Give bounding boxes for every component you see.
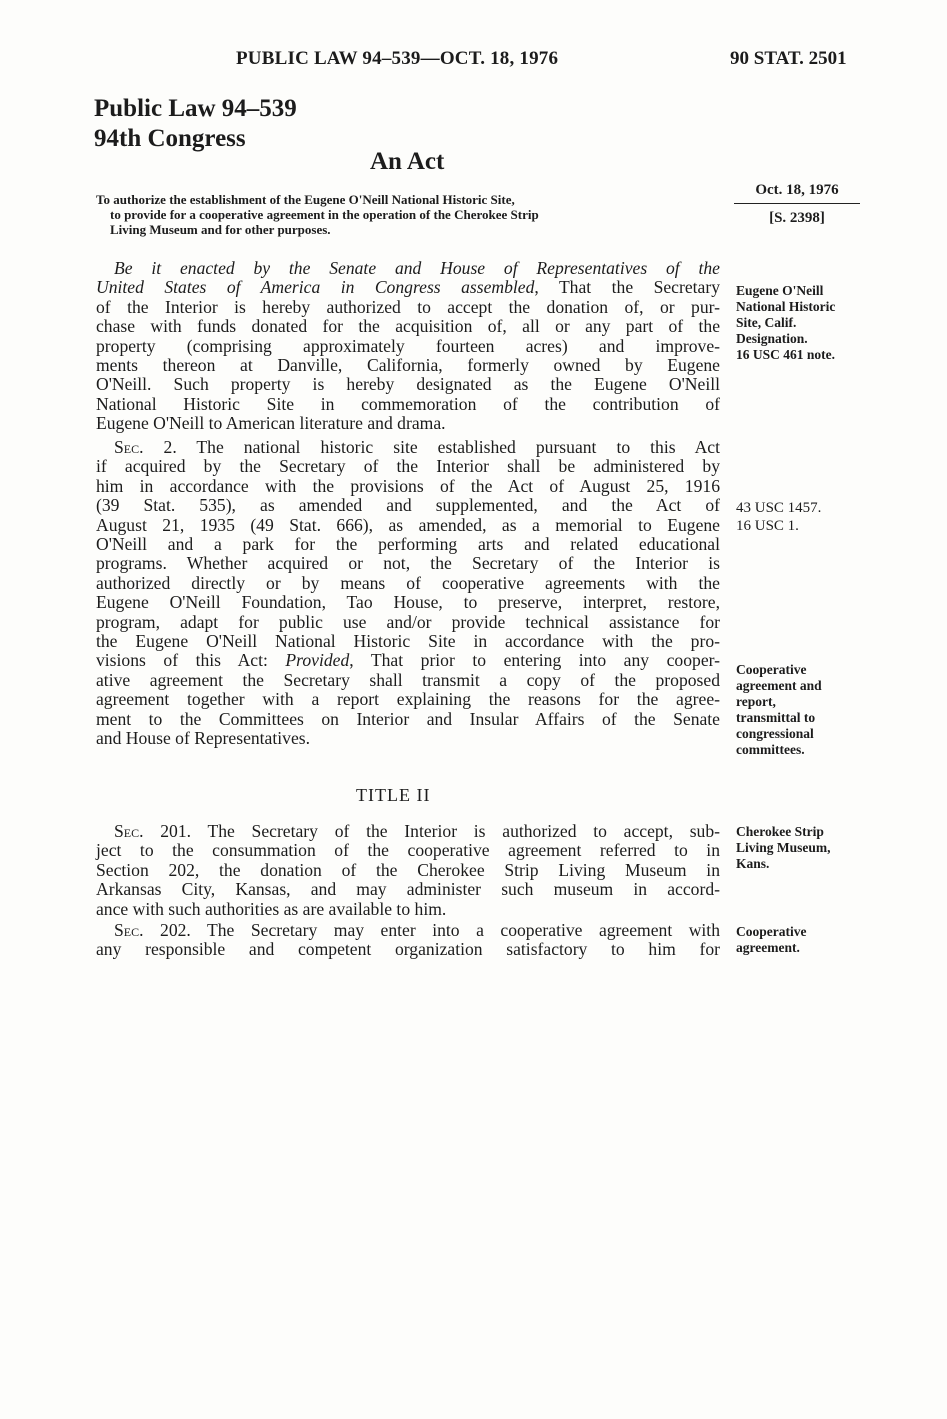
body-line: O'Neill and a park for the performing arts and related educational <box>96 534 720 555</box>
proviso-pre: visions of this Act: <box>96 650 286 671</box>
section-label: Sec. <box>114 821 144 841</box>
body-line: authorized directly or by means of cooperative agreements with the <box>96 572 720 593</box>
body-line: National Historic Site in commemoration of the contribution of <box>96 393 720 414</box>
section-first-text: 201. The Secretary of the Interior is authorized to accept, sub- <box>143 821 720 841</box>
body-line: ative agreement the Secretary shall transmit a copy of the proposed <box>96 669 720 690</box>
enactment-date: Oct. 18, 1976 <box>734 182 860 204</box>
body-line: if acquired by the Secretary of the Interior shall be administered by <box>96 456 720 477</box>
body-line: Section 202, the donation of the Cherokee Strip Living Museum in <box>96 859 720 880</box>
proviso-line <box>96 651 720 670</box>
margin-note-line: report, <box>736 694 776 709</box>
proviso-post: , That prior to entering into any cooper- <box>349 650 720 671</box>
body-line: ject to the consummation of the cooperative agreement referred to in <box>96 840 720 861</box>
running-header-right: 90 STAT. 2501 <box>730 48 847 69</box>
purpose-line: Living Museum and for other purposes. <box>110 222 331 237</box>
running-header-left: PUBLIC LAW 94–539—OCT. 18, 1976 <box>236 48 559 69</box>
margin-note-line: 43 USC 1457. <box>736 500 822 516</box>
margin-note-line: Cherokee Strip <box>736 824 824 839</box>
proviso-italic: Provided <box>285 650 350 671</box>
margin-note-line: Site, Calif. <box>736 315 797 330</box>
body-line: program, adapt for public use and/or provide technical assistance for <box>96 611 720 632</box>
body-line: property (comprising approximately fourteen acres) and improve- <box>96 335 720 356</box>
margin-note-line: National Historic <box>736 299 836 314</box>
title-ii-heading: TITLE II <box>356 785 431 805</box>
body-line: agreement together with a report explaining the reasons for the agree- <box>96 689 720 710</box>
section-first-text: 2. The national historic site established pursuant to this Act <box>143 437 720 457</box>
margin-note-line: transmittal to <box>736 710 816 725</box>
section-first-line <box>96 438 720 457</box>
margin-note-coop-report <box>736 662 936 758</box>
date-block <box>734 182 860 227</box>
act-title: An Act <box>370 148 445 175</box>
margin-note-line: 16 USC 461 note. <box>736 347 836 362</box>
body-line: the Eugene O'Neill National Historic Site in accordance with the pro- <box>96 631 720 652</box>
margin-note-line: congressional <box>736 726 814 741</box>
margin-note-oneill-site <box>736 283 936 363</box>
margin-note-cherokee <box>736 824 936 872</box>
body-line: August 21, 1935 (49 Stat. 666), as amended, as a memorial to Eugene <box>96 514 720 535</box>
margin-note-line: agreement and <box>736 678 822 693</box>
margin-note-coop-agreement <box>736 924 936 956</box>
purpose-line: To authorize the establishment of the Eugene O'Neill National Historic Site, <box>96 192 515 207</box>
section-2 <box>96 438 720 749</box>
margin-note-usc <box>736 499 936 535</box>
body-line: and House of Representatives. <box>96 728 310 749</box>
body-line: ance with such authorities as are available to him. <box>96 898 447 919</box>
body-line: chase with funds donated for the acquisition of, all or any part of the <box>96 316 720 337</box>
purpose-clause <box>96 192 718 237</box>
body-line: Eugene O'Neill to American literature and drama. <box>96 413 446 434</box>
enacting-clause-line: Be it enacted by the Senate and House of Representatives of the <box>114 258 720 278</box>
margin-note-line: Designation. <box>736 331 808 346</box>
section-201 <box>96 822 720 919</box>
margin-note-line: committees. <box>736 742 805 757</box>
margin-note-line: Eugene O'Neill <box>736 283 824 298</box>
bill-number: [S. 2398] <box>769 210 825 226</box>
margin-note-line: Cooperative <box>736 662 807 677</box>
body-line: (39 Stat. 535), as amended and supplemented, and the Act of <box>96 495 720 516</box>
public-law-number: Public Law 94–539 <box>94 95 297 122</box>
enacting-clause-italic: United States of America in Congress assembled <box>96 277 535 298</box>
body-line: ment to the Committees on Interior and Insular Affairs of the Senate <box>96 708 720 729</box>
margin-note-line: 16 USC 1. <box>736 518 799 534</box>
enacting-clause-line <box>96 278 720 297</box>
enacting-clause-rest: , That the Secretary <box>534 277 721 298</box>
body-line: O'Neill. Such property is hereby designated as the Eugene O'Neill <box>96 374 720 395</box>
body-line: programs. Whether acquired or not, the Secretary of the Interior is <box>96 553 720 574</box>
section-first-line <box>96 822 720 841</box>
section-label: Sec. <box>114 437 144 457</box>
section-first-text: 202. The Secretary may enter into a cooperative agreement with <box>143 920 720 940</box>
congress-number: 94th Congress <box>94 125 246 152</box>
section-first-line <box>96 921 720 940</box>
law-heading <box>94 94 297 154</box>
body-line: of the Interior is hereby authorized to accept the donation of, or pur- <box>96 296 720 317</box>
margin-note-line: Cooperative <box>736 924 807 939</box>
margin-note-line: Living Museum, <box>736 840 831 855</box>
body-line: any responsible and competent organization satisfactory to him for <box>96 939 720 960</box>
body-line: ments thereon at Danville, California, formerly owned by Eugene <box>96 355 720 376</box>
body-line: him in accordance with the provisions of the Act of August 25, 1916 <box>96 475 720 496</box>
section-202 <box>96 921 720 960</box>
margin-note-line: agreement. <box>736 940 800 955</box>
purpose-line: to provide for a cooperative agreement in the operation of the Cherokee Strip <box>110 207 539 222</box>
body-line: Arkansas City, Kansas, and may administer such museum in accord- <box>96 879 720 900</box>
body-line: Eugene O'Neill Foundation, Tao House, to preserve, interpret, restore, <box>96 592 720 613</box>
section-label: Sec. <box>114 920 144 940</box>
margin-note-line: Kans. <box>736 856 770 871</box>
section-1 <box>96 259 720 434</box>
